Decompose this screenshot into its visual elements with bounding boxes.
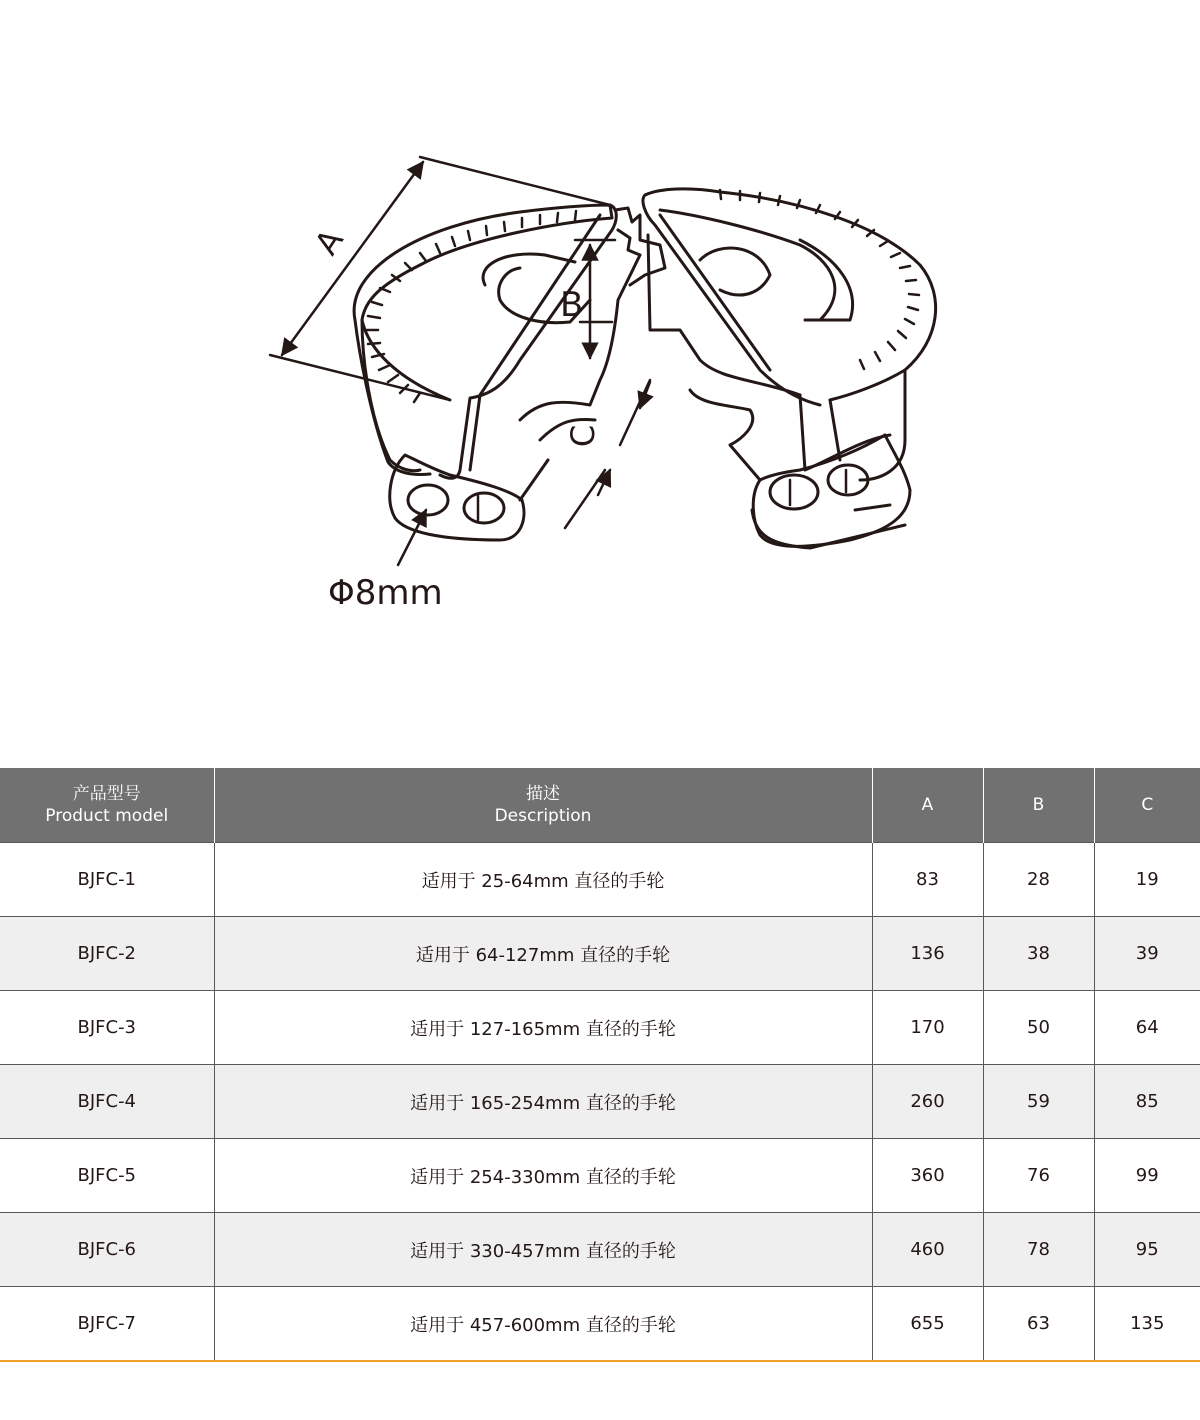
header-a: A <box>872 768 983 843</box>
cell-a: 136 <box>872 917 983 991</box>
cell-model: BJFC-1 <box>0 843 214 917</box>
left-rim-ticks <box>366 211 576 402</box>
cell-description: 适用于 25-64mm 直径的手轮 <box>214 843 872 917</box>
cell-c: 85 <box>1094 1065 1200 1139</box>
cell-b: 59 <box>983 1065 1094 1139</box>
spec-table <box>0 768 1200 1362</box>
cell-description: 适用于 457-600mm 直径的手轮 <box>214 1287 872 1362</box>
cell-c: 19 <box>1094 843 1200 917</box>
table-header-row <box>0 768 1200 843</box>
lockout-device-illustration <box>0 0 1200 700</box>
cell-a: 460 <box>872 1213 983 1287</box>
cell-c: 39 <box>1094 917 1200 991</box>
header-product-model <box>0 768 214 843</box>
dimension-c-label: C <box>564 424 603 448</box>
cell-b: 78 <box>983 1213 1094 1287</box>
product-line-drawing <box>0 0 1200 700</box>
cell-description: 适用于 127-165mm 直径的手轮 <box>214 991 872 1065</box>
cell-b: 63 <box>983 1287 1094 1362</box>
cell-c: 135 <box>1094 1287 1200 1362</box>
cell-model: BJFC-5 <box>0 1139 214 1213</box>
header-desc-en: Description <box>494 806 592 826</box>
table-row <box>0 991 1200 1065</box>
cell-b: 50 <box>983 991 1094 1065</box>
cell-model: BJFC-3 <box>0 991 214 1065</box>
cell-description: 适用于 330-457mm 直径的手轮 <box>214 1213 872 1287</box>
table-row <box>0 1213 1200 1287</box>
table-row <box>0 917 1200 991</box>
cell-description: 适用于 165-254mm 直径的手轮 <box>214 1065 872 1139</box>
center-hinge <box>615 208 665 285</box>
header-description <box>214 768 872 843</box>
cell-c: 99 <box>1094 1139 1200 1213</box>
cell-c: 64 <box>1094 991 1200 1065</box>
cell-b: 28 <box>983 843 1094 917</box>
hole-diameter-label: Φ8mm <box>328 573 443 613</box>
hole-8mm <box>408 485 448 515</box>
dimension-b-label: B <box>560 285 584 325</box>
right-hole-1 <box>770 475 818 509</box>
cell-a: 83 <box>872 843 983 917</box>
table-row <box>0 843 1200 917</box>
cell-a: 360 <box>872 1139 983 1213</box>
cell-model: BJFC-6 <box>0 1213 214 1287</box>
dimension-a-label: A <box>307 222 351 262</box>
cell-a: 655 <box>872 1287 983 1362</box>
hole-leader <box>398 510 426 565</box>
cell-b: 76 <box>983 1139 1094 1213</box>
header-desc-cn: 描述 <box>526 784 560 804</box>
right-half-body <box>645 189 936 400</box>
screw-hole <box>464 493 504 523</box>
cell-c: 95 <box>1094 1213 1200 1287</box>
cell-description: 适用于 64-127mm 直径的手轮 <box>214 917 872 991</box>
table-row <box>0 1287 1200 1362</box>
table-row <box>0 1065 1200 1139</box>
header-c: C <box>1094 768 1200 843</box>
header-b: B <box>983 768 1094 843</box>
cell-a: 170 <box>872 991 983 1065</box>
cell-b: 38 <box>983 917 1094 991</box>
header-model-en: Product model <box>45 806 169 826</box>
cell-a: 260 <box>872 1065 983 1139</box>
cell-model: BJFC-4 <box>0 1065 214 1139</box>
cell-description: 适用于 254-330mm 直径的手轮 <box>214 1139 872 1213</box>
left-tab <box>390 455 524 540</box>
table-row <box>0 1139 1200 1213</box>
header-model-cn: 产品型号 <box>72 784 141 804</box>
cell-model: BJFC-7 <box>0 1287 214 1362</box>
cell-model: BJFC-2 <box>0 917 214 991</box>
